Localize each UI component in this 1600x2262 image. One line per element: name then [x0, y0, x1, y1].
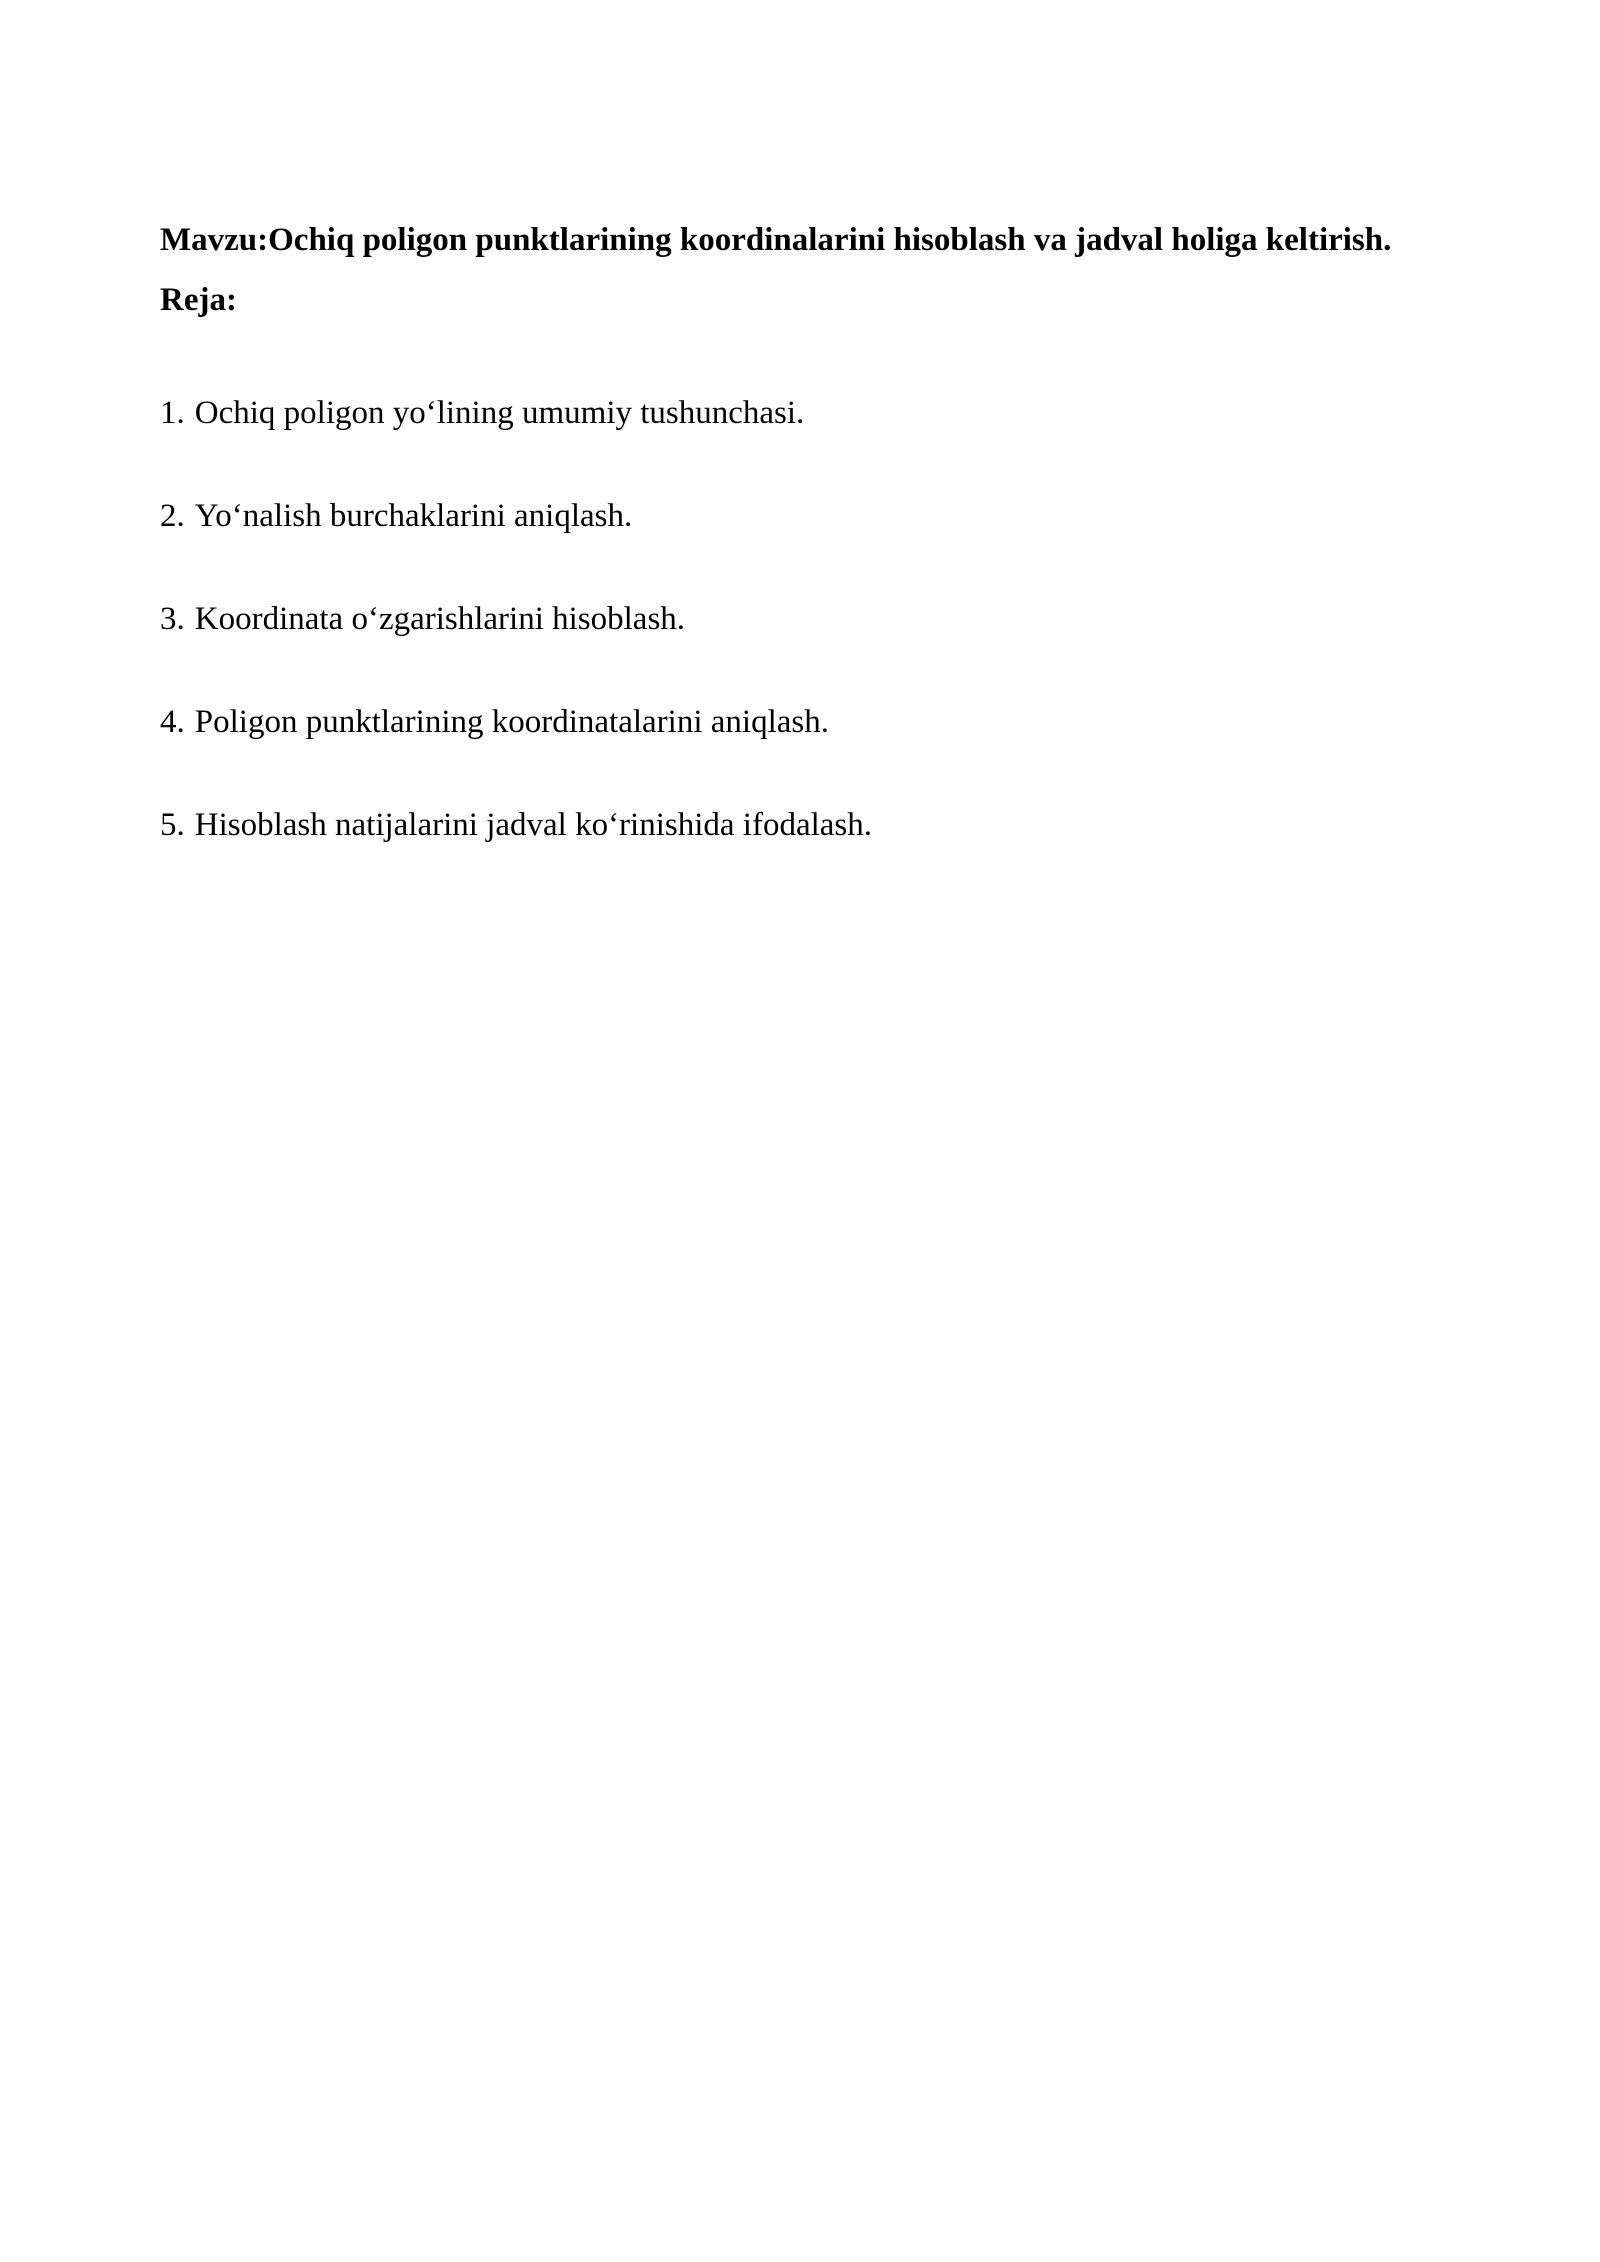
plan-list: [160, 393, 1445, 845]
plan-item-4-text: Poligon punktlarining koordinatalarini aniqlash.: [194, 704, 829, 740]
document-title: Mavzu:Ochiq poligon punktlarining koordinalarini hisoblash va jadval holiga keltirish.: [160, 222, 1392, 258]
plan-item-5: [160, 805, 1445, 845]
plan-subheading: Reja:: [160, 282, 237, 318]
plan-item-2-number: 2.: [160, 498, 185, 534]
plan-item-3-text: Koordinata o‘zgarishlarini hisoblash.: [194, 601, 686, 637]
plan-item-3-number: 3.: [160, 601, 185, 637]
document-content: [160, 210, 1445, 845]
plan-item-1-text: Ochiq poligon yo‘lining umumiy tushunchasi.: [194, 395, 805, 431]
plan-item-1-number: 1.: [160, 395, 185, 431]
plan-item-4: [160, 702, 1445, 742]
plan-item-3: [160, 599, 1445, 639]
plan-item-5-text: Hisoblash natijalarini jadval ko‘rinishida ifodalash.: [194, 807, 873, 843]
plan-item-4-number: 4.: [160, 704, 185, 740]
plan-item-1: [160, 393, 1445, 433]
plan-item-2-text: Yo‘nalish burchaklarini aniqlash.: [194, 498, 633, 534]
plan-item-5-number: 5.: [160, 807, 185, 843]
plan-item-2: [160, 496, 1445, 536]
